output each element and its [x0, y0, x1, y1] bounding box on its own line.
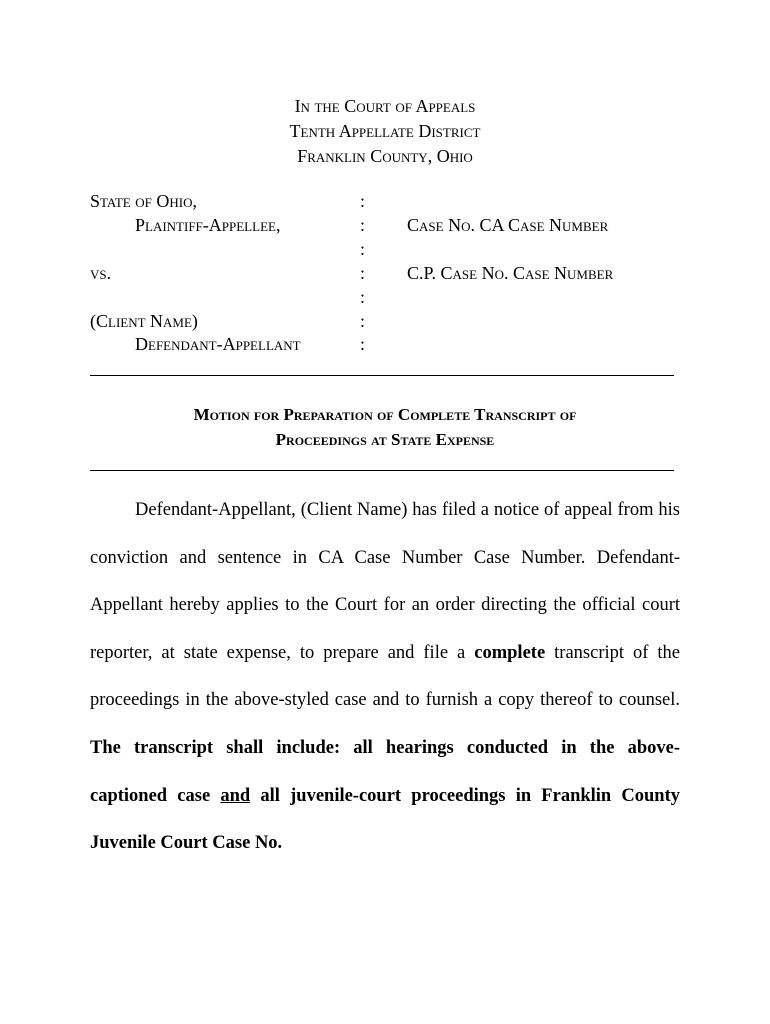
cp-case-number: C.P. Case No. Case Number [407, 263, 614, 283]
caption-colon: : [360, 263, 366, 283]
motion-title [0, 402, 770, 452]
court-name: In the Court of Appeals [294, 96, 476, 116]
caption-colon: : [360, 311, 366, 331]
body-text: Defendant-Appellant, (Client Name) has filed a notice of appeal from his conviction and sentence in CA Case Number Case Number. Defendant-Appellant hereby applies to the Court for an order directing the official court reporter, at state expense, to prepare and file a [90, 500, 680, 663]
body-text: transcript of the proceedings in the above-styled case and to furnish a copy thereof to counsel. [90, 642, 681, 711]
caption-colon: : [360, 287, 366, 307]
body-paragraph [90, 487, 680, 868]
case-number: Case No. CA Case Number [407, 215, 609, 235]
emphasis-complete: complete [474, 642, 546, 663]
versus-label: vs. [90, 263, 112, 283]
motion-title-line1: Motion for Preparation of Complete Transcript of [193, 405, 577, 424]
defendant-name: (Client Name) [90, 311, 198, 331]
court-heading [0, 94, 770, 169]
motion-title-line2: Proceedings at State Expense [275, 430, 495, 449]
plaintiff-name: State of Ohio, [90, 191, 197, 211]
court-district: Tenth Appellate District [289, 121, 481, 141]
caption-colon: : [360, 215, 366, 235]
caption-colon: : [360, 334, 366, 354]
defendant-role: Defendant-Appellant [135, 334, 301, 354]
caption-colon: : [360, 239, 366, 259]
motion-body [90, 487, 680, 868]
caption-divider [90, 375, 674, 376]
plaintiff-role: Plaintiff-Appellee, [135, 215, 281, 235]
transcript-requirements: The transcript shall include: all hearings conducted in the above-captioned case [90, 737, 680, 806]
court-county: Franklin County, Ohio [297, 146, 473, 166]
title-divider [90, 470, 674, 471]
caption-colon: : [360, 191, 366, 211]
juvenile-court-requirement: all juvenile-court proceedings in Franklin County Juvenile Court Case No. [90, 785, 681, 854]
emphasis-and: and [220, 785, 251, 806]
